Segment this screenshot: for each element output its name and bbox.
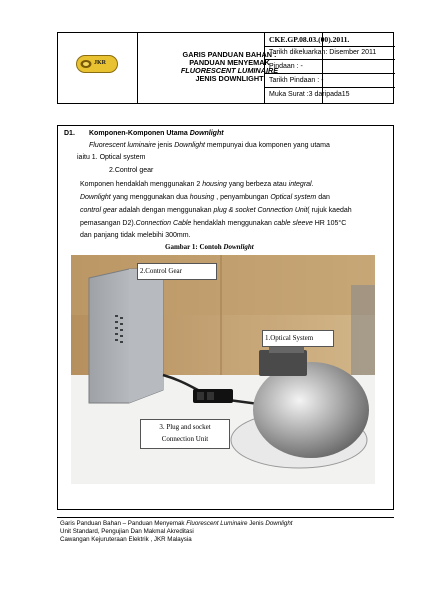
footer-1d: Downlight <box>265 520 293 527</box>
issue-date: Tarikh dikeluarkan: Disember 2011 <box>269 49 377 56</box>
footer-1c: Jenis <box>247 520 266 527</box>
divider <box>265 59 395 60</box>
p3l1-e: Optical system <box>270 194 317 201</box>
p3l1-a: Downlight <box>80 194 111 201</box>
callout-control-gear <box>137 263 217 280</box>
optical-system-label: 1.Optical System <box>265 334 314 342</box>
footer-line-3: Cawangan Kejuruteraan Elektrik , JKR Malaysia <box>60 536 192 543</box>
p1-b: jenis <box>155 142 175 149</box>
p2-b: housing <box>202 181 227 188</box>
p3l1-f: dan <box>316 194 330 201</box>
plug-socket-label-line-1: 3. Plug and socket <box>159 423 211 431</box>
p1-d: mempunyai dua komponen yang utama <box>204 142 330 149</box>
p3l3-b: Connection Cable <box>135 220 192 227</box>
paragraph-3-line-1 <box>80 193 330 202</box>
p1-c: Downlight <box>174 142 205 149</box>
footer-line-1 <box>60 520 293 527</box>
title-line-3: FLUORESCENT LUMINAIRE <box>180 66 279 75</box>
p3l2-d: ( rujuk kaedah <box>307 207 352 214</box>
p1-a: Fluorescent luminaire <box>89 142 156 149</box>
footer-line-2: Unit Standard, Pengujian Dan Makmal Akreditasi <box>60 528 194 535</box>
figure-caption <box>165 243 254 252</box>
divider <box>265 46 395 47</box>
footer-1a: Garis Panduan Bahan – Panduan Menyemak <box>60 520 187 527</box>
section-heading-text: Komponen-Komponen Utama <box>89 130 190 137</box>
paragraph-2 <box>80 180 314 189</box>
doc-code: CKE.GP.08.03.(00).2011. <box>269 35 350 44</box>
revision-date: Tarikh Pindaan : - <box>269 77 324 84</box>
plug-socket-label-line-2: Connection Unit <box>161 435 209 443</box>
logo-cell <box>58 33 138 103</box>
p3l3-c: hendaklah menggunakan <box>191 220 274 227</box>
logo-text: JKR <box>94 60 106 66</box>
title-line-1: GARIS PANDUAN BAHAN : <box>182 50 277 59</box>
control-gear-label: 2.Control Gear <box>140 267 182 275</box>
paragraph-3-line-3 <box>80 219 346 228</box>
section-heading-italic: Downlight <box>189 130 224 137</box>
logo-emblem-icon <box>79 59 93 69</box>
divider <box>265 73 395 74</box>
footer-1b: Fluorescent Luminaire <box>186 520 248 527</box>
downlight-photo-illustration <box>71 255 375 484</box>
footer-divider <box>57 517 394 518</box>
p3l2-c: plug & socket Connection Unit <box>213 207 308 214</box>
jkr-logo <box>76 55 118 73</box>
page-number: Muka Surat :3 daripada15 <box>269 91 350 98</box>
optical-system-item: iaitu 1. Optical system <box>77 154 146 161</box>
paragraph-1 <box>89 141 330 150</box>
section-number: D1. <box>64 130 75 137</box>
p2-d: integral. <box>288 181 314 188</box>
title-line-2: PANDUAN MENYEMAK <box>189 58 270 67</box>
callout-plug-socket <box>140 419 230 449</box>
p3l3-e: HR 105°C <box>312 220 347 227</box>
header-info <box>264 32 394 104</box>
caption-text: Gambar 1: Contoh <box>165 243 224 251</box>
p2-c: yang berbeza atau <box>226 181 289 188</box>
p3l2-b: adalah dengan menggunakan <box>116 207 214 214</box>
p3l3-d: cable sleeve <box>273 220 313 227</box>
p3l1-d: , penyambungan <box>214 194 271 201</box>
section-heading <box>89 129 224 138</box>
p2-a: Komponen hendaklah menggunakan 2 <box>80 181 203 188</box>
revision: Pindaan : - <box>269 63 303 70</box>
title-line-4-text: JENIS DOWNLIGHT <box>195 74 264 83</box>
control-gear-item: 2.Control gear <box>109 167 154 174</box>
paragraph-3-line-4: dan panjang tidak melebihi 300mm. <box>80 232 191 239</box>
caption-italic: Downlight <box>223 243 254 251</box>
p3l2-a: control gear <box>80 207 117 214</box>
paragraph-3-line-2 <box>80 206 352 215</box>
callout-optical-system <box>262 330 334 347</box>
p3l1-b: yang menggunakan dua <box>110 194 190 201</box>
p3l1-c: housing <box>189 194 215 201</box>
divider <box>265 87 395 88</box>
downlight-photo <box>71 255 375 484</box>
p3l3-a: pemasangan D2). <box>80 220 136 227</box>
